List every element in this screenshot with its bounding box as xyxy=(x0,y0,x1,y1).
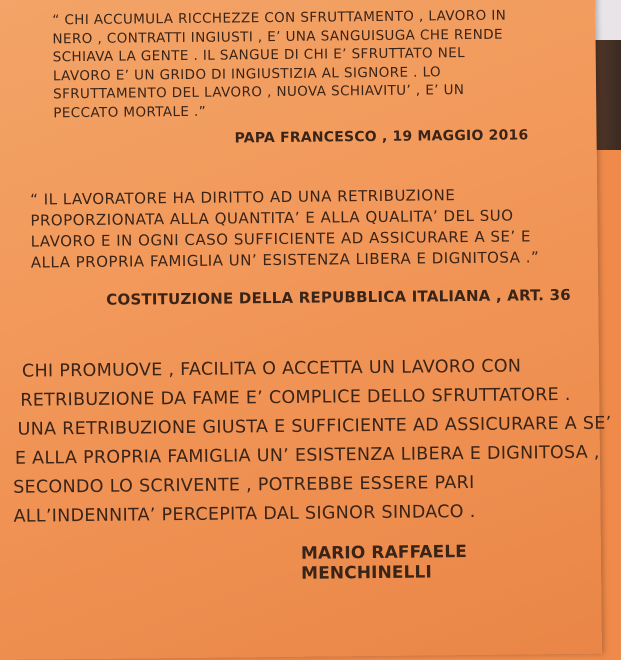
pope-quote xyxy=(52,7,513,123)
quote-line: “ CHI ACCUMULA RICCHEZZE CON SFRUTTAMENTO , LAVORO IN xyxy=(52,7,507,29)
quote-line: “ IL LAVORATORE HA DIRITTO AD UNA RETRIBUZIONE xyxy=(30,186,456,209)
statement-line: SECONDO LO SCRIVENTE , POTREBBE ESSERE PARI xyxy=(13,472,475,498)
quote-line: NERO , CONTRATTI INGIUSTI , E’ UNA SANGUISUGA CHE RENDE xyxy=(52,26,503,47)
quote-line: PROPORZIONATA ALLA QUANTITA’ E ALLA QUALITA’ DEL SUO xyxy=(30,206,514,230)
pope-attribution: PAPA FRANCESCO , 19 MAGGIO 2016 xyxy=(234,127,529,147)
statement-line: UNA RETRIBUZIONE GIUSTA E SUFFICIENTE AD ASSICURARE A SE’ xyxy=(17,413,612,440)
quote-line: PECCATO MORTALE .” xyxy=(53,103,207,121)
quote-line: LAVORO E’ UN GRIDO DI INGIUSTIZIA AL SIGNORE . LO xyxy=(52,63,442,84)
statement-line: CHI PROMUOVE , FACILITA O ACCETTA UN LAVORO CON xyxy=(21,356,522,382)
quote-line: SCHIAVA LA GENTE . IL SANGUE DI CHI E’ SFRUTTATO NEL xyxy=(52,45,466,66)
quote-line: SFRUTTAMENTO DEL LAVORO , NUOVA SCHIAVITU’ , E’ UN xyxy=(53,82,465,103)
author-signature: MARIO RAFFAELE MENCHINELLI xyxy=(300,542,468,584)
constitution-quote xyxy=(30,184,571,274)
statement-line: RETRIBUZIONE DA FAME E’ COMPLICE DELLO SFRUTTATORE . xyxy=(20,384,571,411)
statement-line: E ALLA PROPRIA FAMIGLIA UN’ ESISTENZA LIBERA E DIGNITOSA , xyxy=(14,442,600,469)
author-statement xyxy=(12,352,614,532)
constitution-attribution: COSTITUZIONE DELLA REPUBBLICA ITALIANA , ART. 36 xyxy=(106,285,571,309)
quote-line: ALLA PROPRIA FAMIGLIA UN’ ESISTENZA LIBERA E DIGNITOSA .” xyxy=(30,248,540,272)
statement-line: ALL’INDENNITA’ PERCEPITA DAL SIGNOR SINDACO . xyxy=(13,501,476,527)
quote-line: LAVORO E IN OGNI CASO SUFFICIENTE AD ASSICURARE A SE’ E xyxy=(30,227,532,251)
